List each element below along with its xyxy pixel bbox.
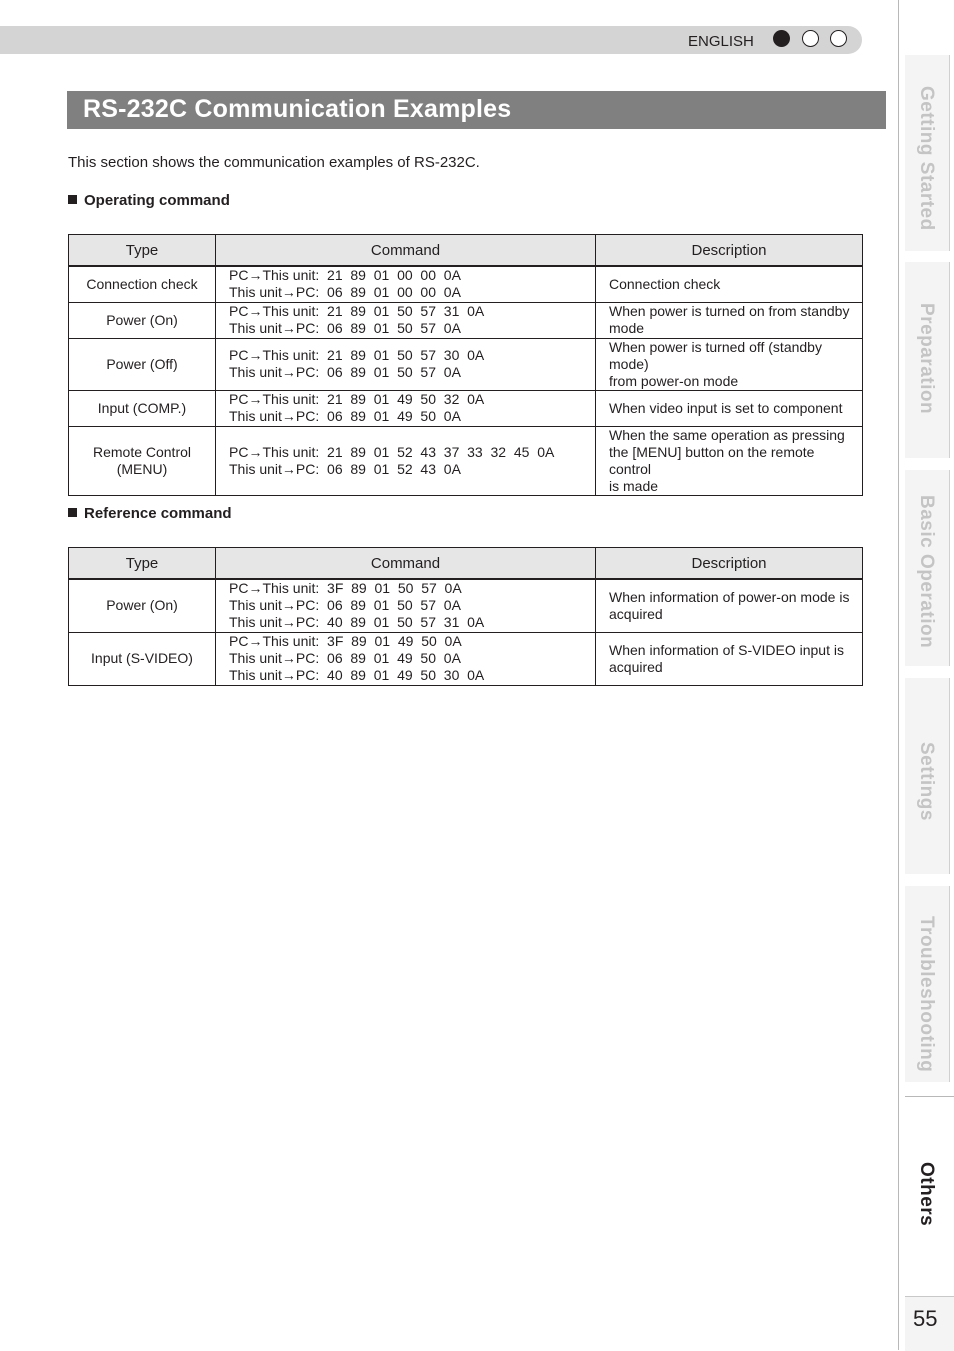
tab-troubleshooting[interactable]: Troubleshooting xyxy=(916,916,937,1073)
command-cell-line: This unit→PC: 06 89 01 49 50 0A xyxy=(229,650,461,666)
operating-command-table xyxy=(68,234,863,496)
command-cell-line: This unit→PC: 06 89 01 00 00 0A xyxy=(229,284,461,301)
intro-text: This section shows the communication examples of RS-232C. xyxy=(68,154,480,171)
command-cell xyxy=(216,338,596,390)
type-cell-line: Connection check xyxy=(86,275,198,292)
command-cell-line: This unit→PC: 40 89 01 50 57 31 0A xyxy=(229,614,485,631)
description-cell xyxy=(596,338,863,390)
command-cell-line: This unit→PC: 06 89 01 52 43 0A xyxy=(229,460,461,477)
table-row xyxy=(69,302,863,338)
type-cell-line: Remote Control xyxy=(92,443,192,460)
column-header-type: Type xyxy=(69,548,216,580)
type-cell xyxy=(69,426,216,495)
reference-command-table xyxy=(68,547,863,686)
page-title: RS-232C Communication Examples xyxy=(83,95,512,123)
page-indicator-empty-icon xyxy=(830,30,847,47)
operating-command-heading-text: Operating command xyxy=(84,192,230,209)
description-cell-line: When the same operation as pressing xyxy=(609,426,845,443)
description-cell xyxy=(596,579,863,632)
description-cell xyxy=(596,266,863,302)
page-indicator-filled-icon xyxy=(773,30,790,47)
description-cell-line: is made xyxy=(609,477,659,494)
page-indicator-empty-icon xyxy=(802,30,819,47)
square-bullet-icon xyxy=(68,195,77,204)
command-cell-line: PC→This unit: 21 89 01 50 57 30 0A xyxy=(229,347,485,363)
command-cell xyxy=(216,302,596,338)
tab-preparation[interactable]: Preparation xyxy=(916,303,937,415)
description-cell-line: When video input is set to component xyxy=(609,399,843,416)
command-cell-line: PC→This unit: 3F 89 01 49 50 0A xyxy=(229,633,462,649)
type-cell xyxy=(69,266,216,302)
type-cell xyxy=(69,338,216,390)
description-cell xyxy=(596,302,863,338)
description-cell-line: Connection check xyxy=(609,275,721,292)
description-cell-line: acquired xyxy=(609,605,663,622)
description-cell-line: When information of power-on mode is xyxy=(609,588,850,605)
description-cell-line: When information of S-VIDEO input is xyxy=(609,641,844,658)
description-cell-line: from power-on mode xyxy=(609,372,739,389)
column-header-command: Command xyxy=(216,548,596,580)
type-cell-line: (MENU) xyxy=(116,460,168,477)
table-row xyxy=(69,426,863,495)
command-cell-line: PC→This unit: 21 89 01 00 00 0A xyxy=(229,267,461,284)
description-cell-line: mode xyxy=(609,320,645,336)
column-header-description: Description xyxy=(596,548,863,580)
column-header-description: Description xyxy=(596,235,863,267)
command-cell-line: PC→This unit: 21 89 01 52 43 37 33 32 45 0A xyxy=(229,443,555,460)
table-row xyxy=(69,338,863,390)
command-cell xyxy=(216,390,596,426)
description-cell-line: the [MENU] button on the remote control xyxy=(609,443,815,477)
command-cell-line: PC→This unit: 21 89 01 49 50 32 0A xyxy=(229,391,485,407)
command-cell-line: This unit→PC: 40 89 01 49 50 30 0A xyxy=(229,667,485,683)
command-cell-line: PC→This unit: 21 89 01 50 57 31 0A xyxy=(229,303,485,319)
description-cell-line: acquired xyxy=(609,658,663,675)
type-cell xyxy=(69,302,216,338)
language-label: ENGLISH xyxy=(688,33,754,50)
table-row xyxy=(69,579,863,632)
description-cell xyxy=(596,426,863,495)
tab-basic-operation[interactable]: Basic Operation xyxy=(916,495,937,649)
operating-command-heading xyxy=(68,192,230,209)
type-cell xyxy=(69,632,216,685)
type-cell-line: Input (COMP.) xyxy=(97,399,187,416)
command-cell xyxy=(216,426,596,495)
type-cell-line: Power (On) xyxy=(106,311,178,328)
type-cell-line: Power (Off) xyxy=(106,355,178,372)
type-cell-line: Input (S-VIDEO) xyxy=(91,650,193,666)
command-cell-line: PC→This unit: 3F 89 01 50 57 0A xyxy=(229,580,462,597)
tab-settings[interactable]: Settings xyxy=(916,742,937,821)
page-number: 55 xyxy=(913,1306,938,1331)
table-row xyxy=(69,266,863,302)
command-cell-line: This unit→PC: 06 89 01 50 57 0A xyxy=(229,320,461,336)
description-cell-line: When power is turned on from standby xyxy=(609,303,850,319)
command-cell xyxy=(216,632,596,685)
description-cell xyxy=(596,632,863,685)
command-cell-line: This unit→PC: 06 89 01 50 57 0A xyxy=(229,364,461,380)
tab-others[interactable]: Others xyxy=(916,1162,937,1227)
title-band xyxy=(67,91,886,129)
column-header-type: Type xyxy=(69,235,216,267)
tab-getting-started[interactable]: Getting Started xyxy=(916,86,937,231)
description-cell xyxy=(596,390,863,426)
description-cell-line: When power is turned off (standby mode) xyxy=(609,338,822,372)
reference-command-heading-text: Reference command xyxy=(84,505,232,522)
column-header-command: Command xyxy=(216,235,596,267)
command-cell-line: This unit→PC: 06 89 01 49 50 0A xyxy=(229,408,461,424)
type-cell xyxy=(69,579,216,632)
command-cell-line: This unit→PC: 06 89 01 50 57 0A xyxy=(229,597,461,614)
table-row xyxy=(69,632,863,685)
command-cell xyxy=(216,266,596,302)
type-cell xyxy=(69,390,216,426)
table-row xyxy=(69,390,863,426)
reference-command-heading xyxy=(68,505,232,522)
command-cell xyxy=(216,579,596,632)
square-bullet-icon xyxy=(68,508,77,517)
type-cell-line: Power (On) xyxy=(106,597,178,614)
